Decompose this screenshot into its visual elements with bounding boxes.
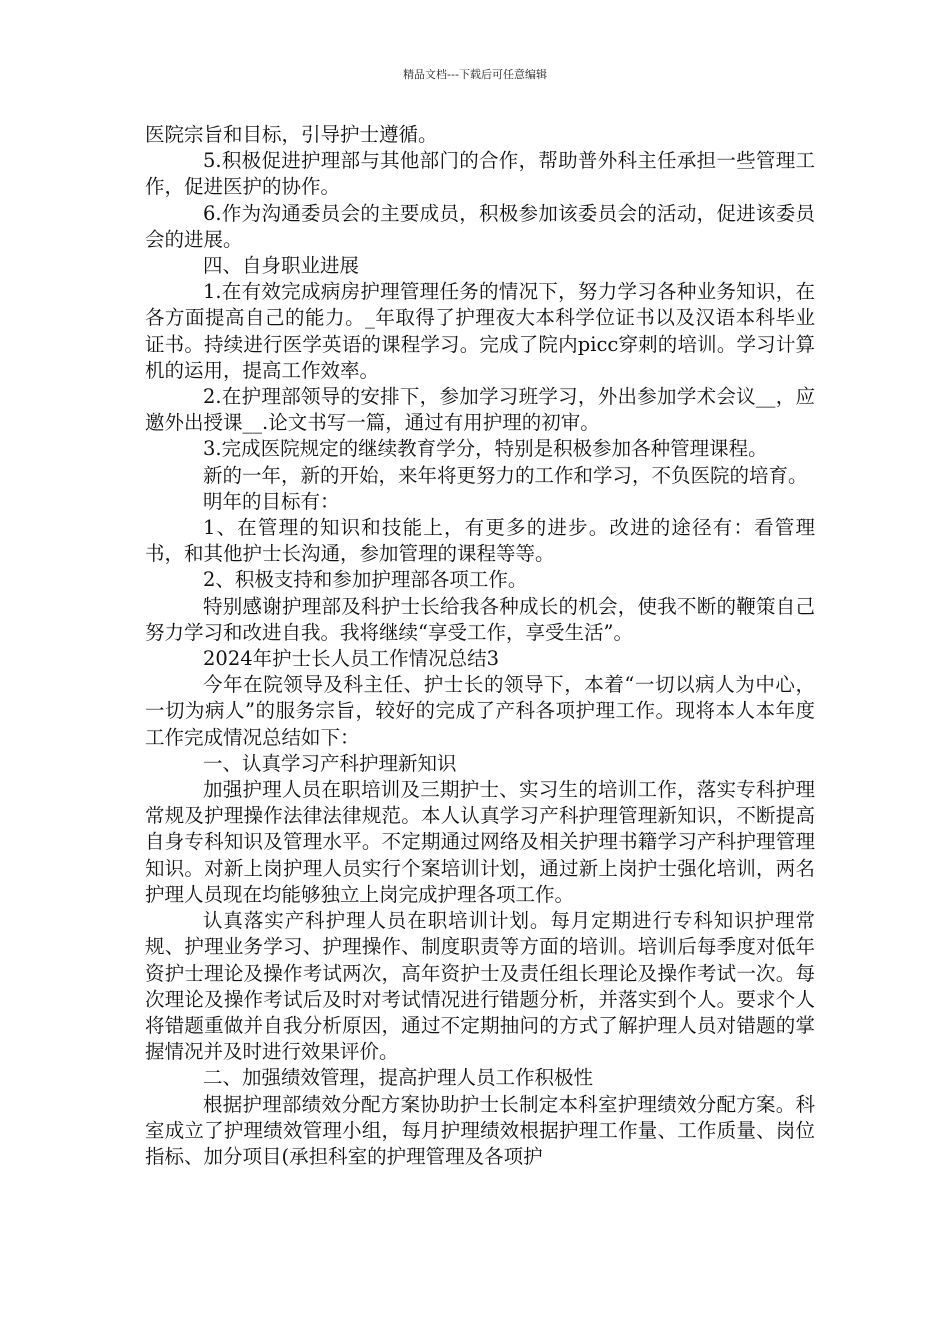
paragraph: 根据护理部绩效分配方案协助护士长制定本科室护理绩效分配方案。科室成立了护理绩效管理小组，每月护理绩效根据护理工作量、工作质量、岗位指标、加分项目(承担科室的护理管理及各项护 [145,1092,815,1168]
paragraph: 医院宗旨和目标，引导护士遵循。 [145,123,438,146]
paragraph: 5.积极促进护理部与其他部门的合作，帮助普外科主任承担一些管理工作，促进医护的协作。 [145,149,815,199]
paragraph: 认真落实产科护理人员在职培训计划。每月定期进行专科知识护理常规、护理业务学习、护理操作、制度职责等方面的培训。培训后每季度对低年资护士理论及操作考试两次，高年资护士及责任组长理论及操作考试一次。每次理论及操作考试后及时对考试情况进行错题分析，并落实到个人。要求个人将错题重做并自我分析原因，通过不定期抽问的方式了解护理人员对错题的掌握情况并及时进行效果评价。 [145,909,815,1064]
section-heading: 二、加强绩效管理，提高护理人员工作积极性 [203,1066,594,1090]
section-title: 2024年护士长人员工作情况总结3 [203,647,500,671]
paragraph: 3.完成医院规定的继续教育学分，特别是积极参加各种管理课程。 [203,437,768,461]
paragraph: 6.作为沟通委员会的主要成员，积极参加该委员会的活动，促进该委员会的进展。 [145,201,815,251]
document-body [145,122,815,1170]
paragraph: 加强护理人员在职培训及三期护士、实习生的培训工作，落实专科护理常规及护理操作法律法律规范。本人认真学习产科护理管理新知识，不断提高自身专科知识及管理水平。不定期通过网络及相关护理书籍学习产科护理管理知识。对新上岗护理人员实行个案培训计划，通过新上岗护士强化培训，两名护理人员现在均能够独立上岗完成护理各项工作。 [145,778,815,906]
paragraph: 新的一年，新的开始，来年将更努力的工作和学习，不负医院的培育。 [203,463,808,487]
paragraph: 今年在院领导及科主任、护士长的领导下，本着“一切以病人为中心，一切为病人”的服务宗旨，较好的完成了产科各项护理工作。现将本人本年度工作完成情况总结如下： [145,673,815,749]
paragraph: 1、在管理的知识和技能上，有更多的进步。改进的途径有：看管理书，和其他护士长沟通，参加管理的课程等等。 [145,516,815,566]
section-heading: 一、认真学习产科护理新知识 [203,751,457,775]
paragraph: 特别感谢护理部及科护士长给我各种成长的机会，使我不断的鞭策自己努力学习和改进自我。我将继续“享受工作，享受生活”。 [145,594,815,644]
paragraph: 2.在护理部领导的安排下，参加学习班学习，外出参加学术会议__，应邀外出授课__.论文书写一篇，通过有用护理的初审。 [145,385,815,435]
section-heading: 四、自身职业进展 [203,254,360,278]
paragraph: 1.在有效完成病房护理管理任务的情况下，努力学习各种业务知识，在各方面提高自己的能力。_年取得了护理夜大本科学位证书以及汉语本科毕业证书。持续进行医学英语的课程学习。完成了院内picc穿刺的培训。学习计算机的运用，提高工作效率。 [145,280,815,382]
paragraph: 2、积极支持和参加护理部各项工作。 [203,568,528,592]
paragraph: 明年的目标有： [203,489,340,513]
page-header: 精品文档---下载后可任意编辑 [403,68,547,81]
